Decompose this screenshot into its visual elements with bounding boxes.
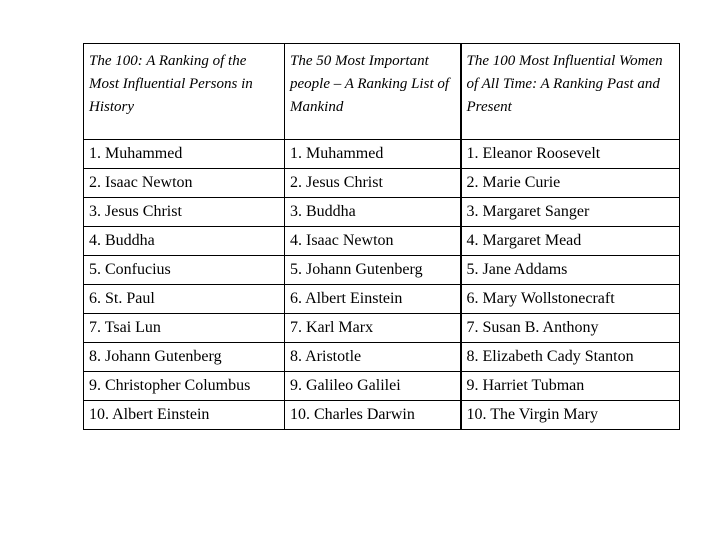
table-cell: 4. Margaret Mead bbox=[461, 227, 680, 256]
table-row bbox=[84, 401, 680, 430]
table-cell: 10. Albert Einstein bbox=[84, 401, 285, 430]
table-cell: 8. Elizabeth Cady Stanton bbox=[461, 343, 680, 372]
table-cell: 4. Isaac Newton bbox=[285, 227, 461, 256]
table-row bbox=[84, 140, 680, 169]
table-row bbox=[84, 256, 680, 285]
table-cell: 6. Mary Wollstonecraft bbox=[461, 285, 680, 314]
table-row bbox=[84, 285, 680, 314]
table-cell: 7. Susan B. Anthony bbox=[461, 314, 680, 343]
table-cell: 3. Margaret Sanger bbox=[461, 198, 680, 227]
table-cell: 10. The Virgin Mary bbox=[461, 401, 680, 430]
table-row bbox=[84, 227, 680, 256]
table-cell: 1. Muhammed bbox=[285, 140, 461, 169]
table-cell: 2. Jesus Christ bbox=[285, 169, 461, 198]
table-row bbox=[84, 343, 680, 372]
header-row bbox=[84, 44, 680, 140]
column-header-50-important-people: The 50 Most Important people – A Ranking List of Mankind bbox=[285, 44, 461, 140]
table-row bbox=[84, 169, 680, 198]
table-cell: 5. Confucius bbox=[84, 256, 285, 285]
table-cell: 10. Charles Darwin bbox=[285, 401, 461, 430]
rankings-table bbox=[83, 43, 680, 430]
table-body bbox=[84, 140, 680, 430]
table-header bbox=[84, 44, 680, 140]
table-cell: 2. Marie Curie bbox=[461, 169, 680, 198]
table-cell: 9. Christopher Columbus bbox=[84, 372, 285, 401]
column-header-100-influential-women: The 100 Most Influential Women of All Time: A Ranking Past and Present bbox=[461, 44, 680, 140]
table-cell: 6. St. Paul bbox=[84, 285, 285, 314]
table-row bbox=[84, 314, 680, 343]
table-cell: 9. Galileo Galilei bbox=[285, 372, 461, 401]
table-cell: 3. Jesus Christ bbox=[84, 198, 285, 227]
table-cell: 5. Johann Gutenberg bbox=[285, 256, 461, 285]
table-cell: 1. Eleanor Roosevelt bbox=[461, 140, 680, 169]
table-cell: 3. Buddha bbox=[285, 198, 461, 227]
table-cell: 9. Harriet Tubman bbox=[461, 372, 680, 401]
table-cell: 1. Muhammed bbox=[84, 140, 285, 169]
table-cell: 8. Johann Gutenberg bbox=[84, 343, 285, 372]
table-row bbox=[84, 198, 680, 227]
table-cell: 7. Karl Marx bbox=[285, 314, 461, 343]
column-header-100-influential-persons: The 100: A Ranking of the Most Influential Persons in History bbox=[84, 44, 285, 140]
table-cell: 7. Tsai Lun bbox=[84, 314, 285, 343]
table-cell: 5. Jane Addams bbox=[461, 256, 680, 285]
table-cell: 6. Albert Einstein bbox=[285, 285, 461, 314]
table-cell: 4. Buddha bbox=[84, 227, 285, 256]
table-row bbox=[84, 372, 680, 401]
table-cell: 8. Aristotle bbox=[285, 343, 461, 372]
table-cell: 2. Isaac Newton bbox=[84, 169, 285, 198]
